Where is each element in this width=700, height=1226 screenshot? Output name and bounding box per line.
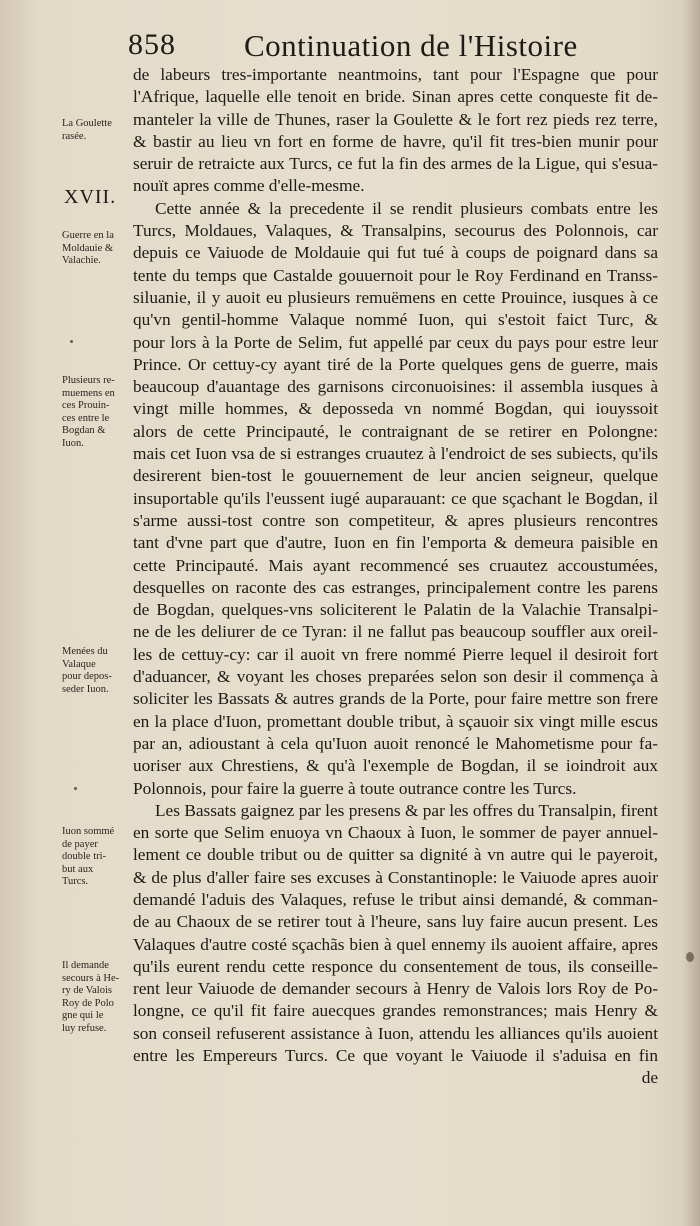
margin-note-line: Menées du (62, 646, 108, 657)
section-number: XVII. (64, 186, 117, 208)
text-line: mais cet Iuon vsa de si estranges cruautez à l'endroict de ses subiects, qu'ils (133, 444, 658, 464)
text-line: qu'vn gentil-homme Valaque nommé Iuon, qui s'estoit faict Turc, & (133, 310, 658, 330)
margin-note-line: Il demande (62, 960, 109, 971)
margin-note (62, 375, 132, 450)
text-line: cette Principauté. Mais ayant recommencé ses cruautez accoustumées, (133, 555, 658, 575)
margin-note-line: secours à He- (62, 972, 120, 984)
page-edge-shadow (682, 0, 700, 1226)
text-line: longne, ce qu'il fit faire auecques grandes remonstrances; mais Henry & (133, 1001, 658, 1021)
text-line: l'Afrique, laquelle elle tenoit en bride. Sinan apres cette conqueste fit de- (133, 87, 658, 107)
text-line: lement ce double tribut ou de quitter sa dignité à vn autre qui le payeroit, (133, 845, 658, 865)
margin-note-line: pour depos- (62, 671, 112, 682)
text-line: alors de cette Principauté, le contraignant de se retirer en Polongne: (133, 421, 658, 441)
margin-note-line: Guerre en la (62, 230, 114, 241)
margin-note-line: Bogdan & (62, 425, 106, 436)
margin-note-line: Plusieurs re- (62, 375, 115, 386)
margin-note-line: Valaque (62, 658, 96, 670)
margin-note (62, 826, 132, 889)
text-line: desirerent bien-tost le gouuernement de leur ancien seigneur, quelque (133, 466, 658, 486)
margin-note-line: La Goulette (62, 118, 112, 129)
body-text (133, 64, 658, 1090)
margin-note-line: double tri- (62, 851, 107, 862)
margin-note-line: Iuon sommé (62, 826, 115, 837)
margin-note-line: ces entre le (62, 412, 110, 424)
text-line: manteler la ville de Thunes, raser la Goulette & le fort rez pieds rez terre, (133, 109, 658, 129)
text-line: Cette année & la precedente il se rendit plusieurs combats entre les (155, 198, 658, 218)
margin-note-line: Iuon. (62, 437, 84, 449)
margin-note-line: but aux (62, 863, 94, 875)
margin-note-line: Turcs. (62, 876, 89, 887)
margin-note-line: gne qui le (62, 1010, 104, 1021)
text-line: uoriser aux Chrestiens, & qu'à l'exemple de Bogdan, il se ioindroit aux (133, 756, 658, 776)
text-line: & de plus d'aller faire ses excuses à Constantinople: le Vaiuode apres auoir (133, 867, 658, 887)
text-line: en la place d'Iuon, promettant double tribut, à sçauoir six vingt mille escus (133, 711, 658, 731)
margin-note-line: rasée. (62, 130, 87, 142)
margin-note (62, 118, 132, 143)
text-line: de labeurs tres-importante neantmoins, tant pour l'Espagne que pour (133, 65, 658, 84)
text-line: nouït apres comme d'elle-mesme. (133, 176, 365, 196)
text-line: tente du temps que Castalde gouuernoit pour le Roy Ferdinand en Transs- (133, 265, 658, 285)
margin-note-line: seder Iuon. (62, 683, 109, 695)
page-number: 858 (128, 28, 176, 61)
text-line: Polonnois, pour faire la guerre à toute outrance contre les Turcs. (133, 778, 577, 798)
margin-note (62, 646, 132, 696)
running-title: Continuation de l'Histoire (244, 28, 578, 63)
text-line: demandé l'aduis des Valaques, refuse le tribut ainsi demandé, & comman- (133, 889, 658, 909)
text-line: seruir de retraicte aux Turcs, ce fut la fin des armes de la Ligue, qui s'esua- (133, 154, 658, 174)
text-line: beaucoup d'auantage des garnisons circonuoisines: il assembla iusques à (133, 377, 658, 397)
text-line: Les Bassats gaignez par les presens & par les offres du Transalpin, firent (155, 800, 658, 820)
text-line: Turcs, Moldaues, Valaques, & Transalpins, secourus des Polonnois, car (133, 221, 658, 241)
text-line: tant d'vne part que d'autre, Iuon en fin l'emporta & demeura paisible en (133, 533, 658, 553)
text-line: d'aduancer, & voyant les choses preparées selon son desir il commença à (133, 667, 658, 687)
text-line: Valaques d'autre costé sçachãs bien à quel ennemy ils auoient affaire, apres (133, 934, 658, 954)
margin-note-line: muemens en (62, 387, 115, 399)
margin-note-line: Moldauie & (62, 242, 114, 254)
text-line: en sorte que Selim enuoya vn Chaoux à Iuon, le sommer de payer annuel- (133, 823, 658, 843)
text-line: les de cettuy-cy: car il auoit vn frere nommé Pierre lequel il desiroit fort (133, 644, 658, 664)
text-line: siluanie, il y auoit eu plusieurs remuëmens en cette Prouince, iusques à ce (133, 287, 658, 307)
text-line: entre les Empereurs Turcs. Ce que voyant le Vaiuode il s'aduisa en fin (133, 1046, 658, 1066)
text-line: vingt mille hommes, & deposseda vn nommé Bogdan, qui iouyssoit (133, 399, 658, 419)
text-line: ne de les deliurer de ce Tyran: il ne fallut pas beaucoup souffler aux oreil- (133, 622, 658, 642)
text-line: s'arme aussi-tost contre son competiteur, & apres plusieurs rencontres (133, 510, 658, 530)
margin-note-line: ces Prouin- (62, 400, 110, 411)
margin-note-line: de payer (62, 838, 98, 850)
margin-note-line: Roy de Polo (62, 997, 114, 1009)
text-line: soliciter les Bassats & autres grands de la Porte, pour faire mettre son frere (133, 689, 658, 709)
text-line: de Bogdan, quelques-vns soliciterent le Palatin de la Valachie Transalpi- (133, 600, 658, 620)
text-line: & bastir au lieu vn fort en forme de havre, qu'il fit tres-bien munir pour (133, 131, 658, 151)
margin-note (62, 960, 132, 1035)
page-header (128, 28, 668, 68)
text-line: pour lors à la Porte de Selim, fut appellé par ceux du pays pour estre leur (133, 332, 658, 352)
text-line: Prince. Or cettuy-cy ayant tiré de la Porte quelques gens de guerre, mais (133, 354, 658, 374)
text-line: rent leur Vaiuode de demander secours à Henry de Valois lors Roy de Po- (133, 979, 658, 999)
ink-spot (686, 952, 694, 962)
margin-note (62, 230, 132, 268)
margin-note-line: ry de Valois (62, 985, 112, 996)
margin-mark (74, 787, 77, 790)
catchword: de (641, 1068, 658, 1088)
text-line: par an, adioustant à cela qu'Iuon auoit renoncé le Mahometisme pour fa- (133, 733, 658, 753)
text-line: son conseil refuserent assistance à Iuon, attendu les alliances qu'ils auoient (133, 1023, 658, 1043)
text-line: insuportable qu'ils l'eussent iugé auparauant: ce que sçachant le Bogdan, il (133, 488, 658, 508)
margin-note-line: luy refuse. (62, 1022, 107, 1034)
text-line: qu'ils eurent rendu cette responce du consentement de tous, ils conseille- (133, 956, 658, 976)
text-line: de au Chaoux de se retirer tout à l'heure, sans luy faire aucun present. Les (133, 912, 658, 932)
text-line: depuis ce Vaiuode de Moldauie qui fut tué à coups de poignard dans sa (133, 243, 658, 263)
text-line: desquelles on raconte des cas estranges, principalement contre les parens (133, 577, 658, 597)
margin-mark (70, 340, 73, 343)
margin-note-line: Valachie. (62, 255, 101, 266)
